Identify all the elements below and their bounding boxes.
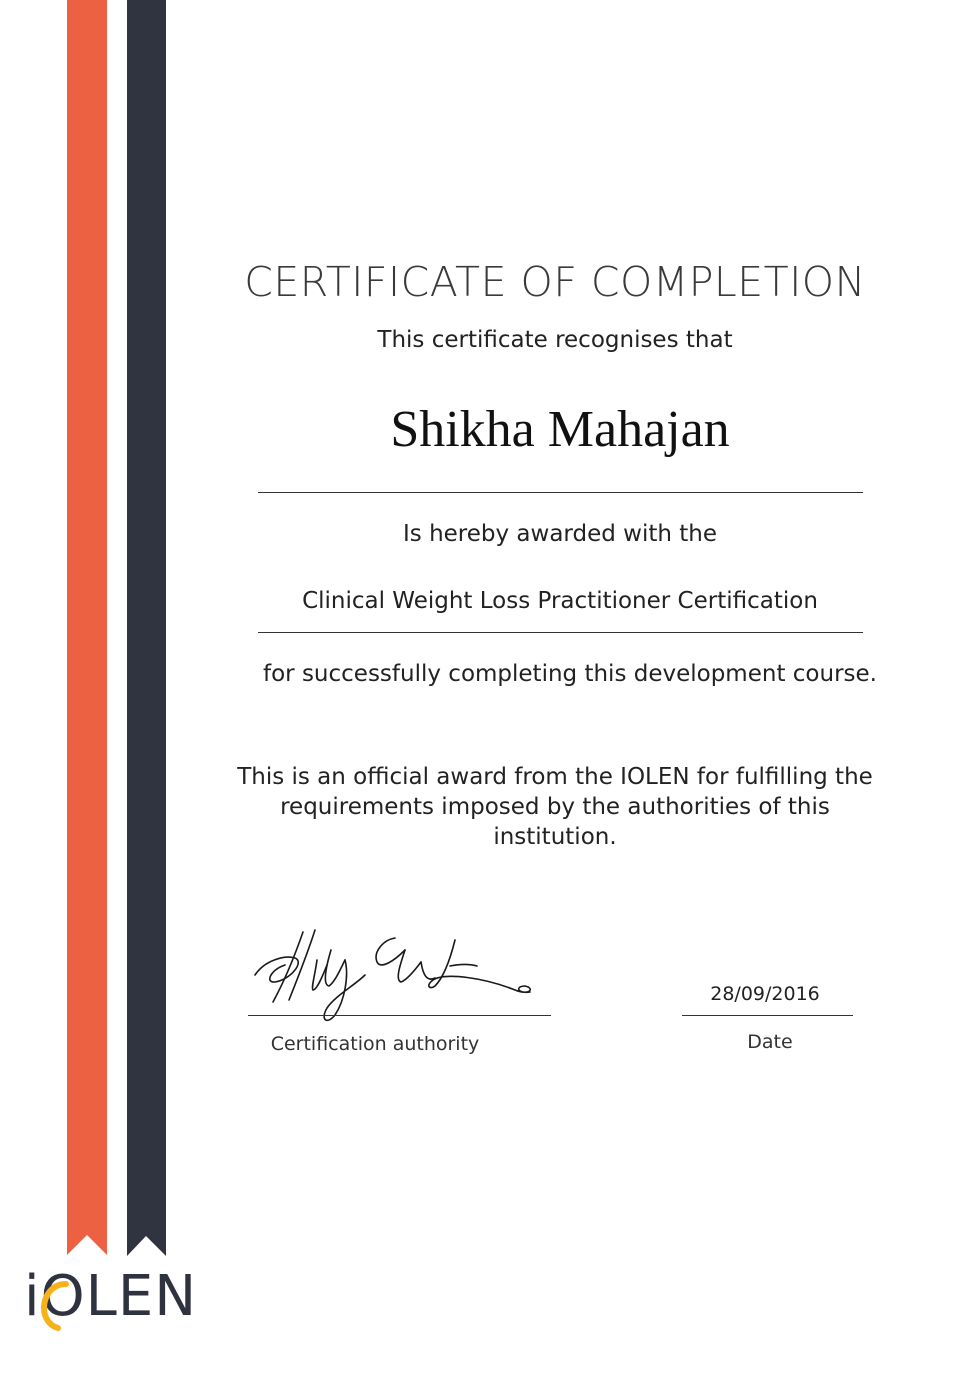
name-underline: [258, 492, 863, 493]
certificate-subtitle: This certificate recognises that: [377, 327, 733, 353]
navy-ribbon: [127, 0, 166, 1256]
date-label: Date: [747, 1031, 793, 1053]
date-line: [682, 1015, 853, 1016]
logo-i-text: i: [24, 1264, 41, 1329]
completion-text: for successfully completing this development course.: [263, 661, 877, 687]
certificate-title: CERTIFICATE OF COMPLETION: [244, 258, 866, 306]
course-underline: [258, 632, 863, 633]
recipient-name: Shikha Mahajan: [390, 401, 730, 458]
logo-i-letter: [24, 1264, 41, 1329]
official-statement: This is an official award from the IOLEN for fulfilling the requirements imposed by the authorities of this institution.: [237, 764, 873, 850]
date-value: 28/09/2016: [710, 983, 820, 1005]
iolen-logo: [24, 1264, 197, 1329]
decorative-ribbons: [0, 0, 200, 1280]
logo-accent-arc: [40, 1278, 74, 1332]
course-name: Clinical Weight Loss Practitioner Certification: [302, 588, 818, 614]
signature-line: [248, 1015, 551, 1016]
signature-label: Certification authority: [270, 1033, 480, 1055]
signature-graphic: [245, 920, 545, 1030]
orange-ribbon: [67, 0, 107, 1255]
logo-olen-text: OLEN: [40, 1264, 198, 1329]
awarded-text: Is hereby awarded with the: [403, 521, 717, 547]
